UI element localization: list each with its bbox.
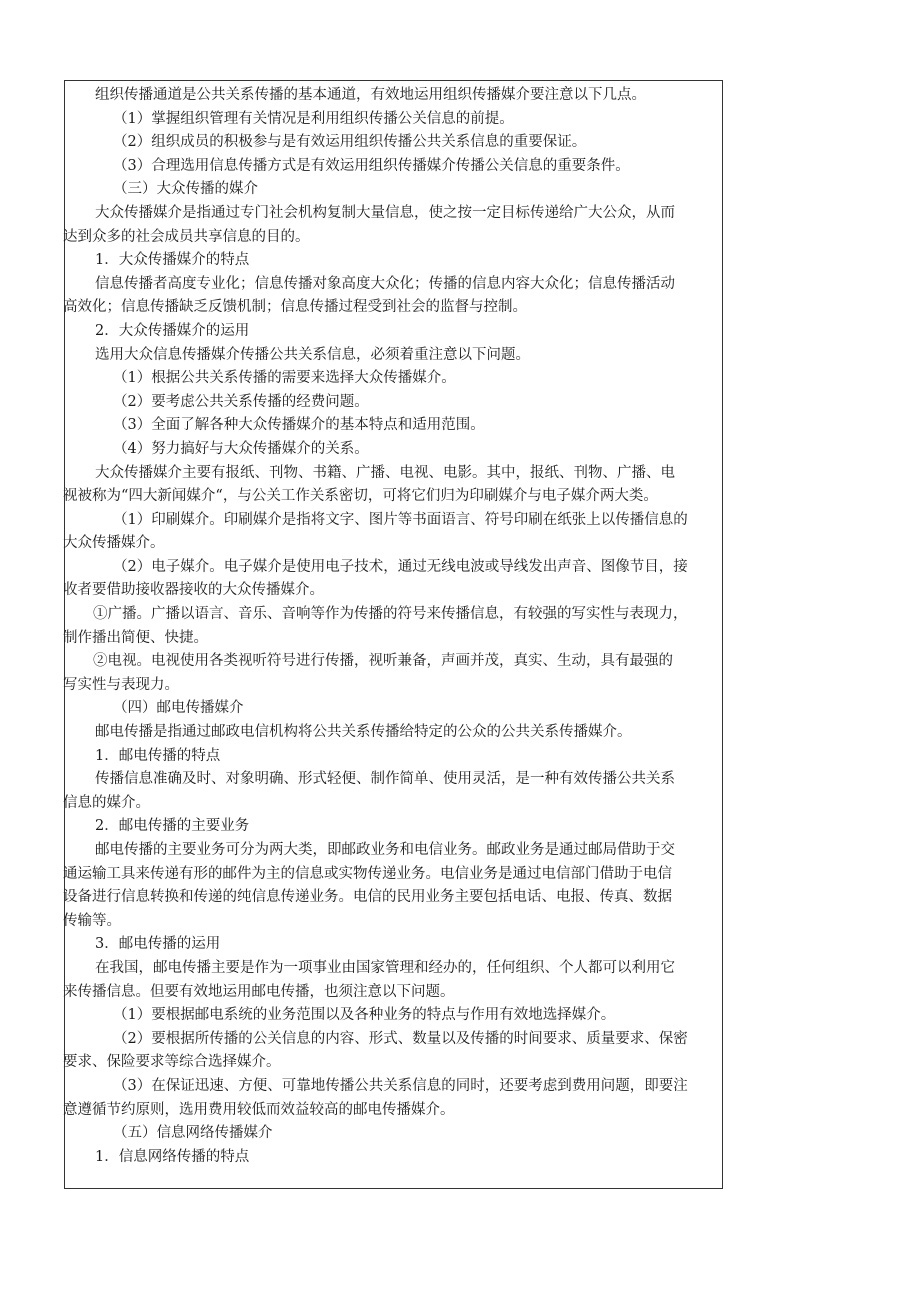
text-line: 写实性与表现力。	[63, 676, 179, 693]
text-line: 选用大众信息传播媒介传播公共关系信息，必须着重注意以下问题。	[95, 346, 530, 363]
text-line: 1．信息网络传播的特点	[95, 1148, 250, 1165]
text-line: （1）掌握组织管理有关情况是利用组织传播公关信息的前提。	[113, 110, 514, 127]
text-line: 高效化；信息传播缺乏反馈机制；信息传播过程受到社会的监督与控制。	[63, 299, 527, 316]
text-line: 大众传播媒介。	[63, 535, 165, 552]
text-line: （2）要考虑公共关系传播的经费问题。	[113, 393, 369, 410]
text-line: （2）电子媒介。电子媒介是使用电子技术，通过无线电波或导线发出声音、图像节目，接	[113, 558, 688, 575]
text-line: （3）全面了解各种大众传播媒介的基本特点和适用范围。	[113, 417, 485, 434]
text-line: （2）要根据所传播的公关信息的内容、形式、数量以及传播的时间要求、质量要求、保密	[113, 1030, 688, 1047]
text-line: 1．邮电传播的特点	[95, 747, 221, 764]
text-line: 邮电传播的主要业务可分为两大类，即邮政业务和电信业务。邮政业务是通过邮局借助于交	[95, 842, 675, 858]
text-line: 制作播出简便、快捷。	[63, 629, 208, 646]
text-line: 设备进行信息转换和传递的纯信息传递业务。电信的民用业务主要包括电话、电报、传真、数据	[63, 889, 672, 906]
text-line: 在我国，邮电传播主要是作为一项事业由国家管理和经办的，任何组织、个人都可以利用它	[95, 959, 675, 976]
text-line: 邮电传播是指通过邮政电信机构将公共关系传播给特定的公众的公共关系传播媒介。	[95, 724, 632, 741]
text-line: 视被称为“四大新闻媒介“，与公关工作关系密切，可将它们归为印刷媒介与电子媒介两大类。	[63, 488, 658, 505]
text-line: （2）组织成员的积极参与是有效运用组织传播公共关系信息的重要保证。	[113, 134, 587, 151]
text-line: 大众传播媒介主要有报纸、刊物、书籍、广播、电视、电影。其中，报纸、刊物、广播、电	[95, 464, 675, 481]
text-line: 2．大众传播媒介的运用	[95, 322, 250, 339]
text-line: （四）邮电传播媒介	[113, 700, 244, 717]
text-line: ①广播。广播以语言、音乐、音响等作为传播的符号来传播信息，有较强的写实性与表现力，	[93, 606, 688, 623]
text-line: 大众传播媒介是指通过专门社会机构复制大量信息，使之按一定目标传递给广大公众，从而	[95, 204, 675, 221]
text-line: 2．邮电传播的主要业务	[95, 818, 250, 835]
text-line: （3）在保证迅速、方便、可靠地传播公共关系信息的同时，还要考虑到费用问题，即要注	[113, 1077, 688, 1094]
document-body	[63, 84, 721, 1169]
text-line: （4）努力搞好与大众传播媒介的关系。	[113, 440, 369, 457]
text-line: （三）大众传播的媒介	[113, 181, 258, 198]
text-line: ②电视。电视使用各类视听符号进行传播，视听兼备，声画并茂，真实、生动，具有最强的	[93, 653, 673, 670]
text-line: 传播信息准确及时、对象明确、形式轻便、制作简单、使用灵活，是一种有效传播公共关系	[95, 771, 675, 788]
text-line: 要求、保险要求等综合选择媒介。	[63, 1054, 281, 1071]
text-line: （五）信息网络传播媒介	[113, 1125, 273, 1142]
text-line: 信息传播者高度专业化；信息传播对象高度大众化；传播的信息内容大众化；信息传播活动	[95, 275, 675, 292]
text-line: 通运输工具来传递有形的邮件为主的信息或实物传递业务。电信业务是通过电信部门借助于电信	[63, 865, 672, 882]
text-line: 来传播信息。但要有效地运用邮电传播，也须注意以下问题。	[63, 983, 455, 1000]
text-line: 1．大众传播媒介的特点	[95, 252, 250, 269]
text-line: 收者要借助接收器接收的大众传播媒介。	[63, 582, 324, 599]
text-line: 意遵循节约原则，选用费用较低而效益较高的邮电传播媒介。	[63, 1101, 455, 1118]
text-line: 传输等。	[63, 912, 121, 929]
text-line: （1）要根据邮电系统的业务范围以及各种业务的特点与作用有效地选择媒介。	[113, 1007, 616, 1024]
text-line: 3．邮电传播的运用	[95, 936, 221, 953]
text-line: 组织传播通道是公共关系传播的基本通道，有效地运用组织传播媒介要注意以下几点。	[95, 87, 646, 103]
text-line: （3）合理选用信息传播方式是有效运用组织传播媒介传播公关信息的重要条件。	[113, 157, 630, 174]
text-line: 达到众多的社会成员共享信息的目的。	[63, 228, 310, 245]
text-line: （1）印刷媒介。印刷媒介是指将文字、图片等书面语言、符号印刷在纸张上以传播信息的	[113, 511, 688, 528]
text-line: 信息的媒介。	[63, 794, 150, 811]
text-line: （1）根据公共关系传播的需要来选择大众传播媒介。	[113, 370, 456, 387]
